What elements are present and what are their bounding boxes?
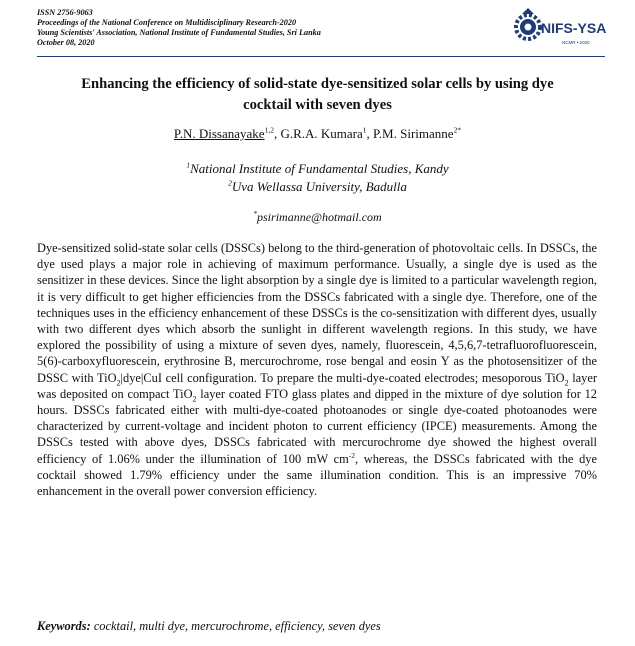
keywords-line [37,619,597,634]
header-divider [37,56,605,57]
corresponding-email [37,210,598,225]
keywords-list: cocktail, multi dye, mercurochrome, efficiency, seven dyes [93,619,381,633]
logo-name: NIFS-YSA [541,20,607,36]
author-name: P.N. Dissanayake [173,126,265,141]
date-line: October 08, 2020 [37,38,95,47]
proceedings-line: Proceedings of the National Conference on Multidisciplinary Research-2020 [37,18,297,27]
affiliation-mark: 1 [186,160,191,170]
subscript: 2 [564,378,569,388]
logo-tagline: NCMR • 2020 [562,40,590,45]
nifs-ysa-logo [512,6,608,48]
abstract-paragraph [37,240,597,499]
affiliation-text: Uva Wellassa University, Badulla [231,179,407,194]
author-affiliation-mark: 1,2 [264,125,274,135]
author-affiliation-mark: 1 [362,125,367,135]
affiliation-item [37,160,598,178]
affiliation-text: National Institute of Fundamental Studies, Kandy [190,161,449,176]
author-separator: , [366,126,374,141]
abstract-text: , whereas, the DSSCs fabricated with the dye cocktail showed 1.79% efficiency under the same illumination condition. This is an impressive 70% enhancement in the overall power conversion efficiency. [37,451,597,499]
abstract-text: |dye|CuI cell configuration. To prepare the multi-dye-coated electrodes; mesoporous TiO [120,370,565,385]
author-affiliation-mark: 2* [453,125,462,135]
abstract-text: layer was deposited on compact TiO [37,370,597,401]
title-line-1: Enhancing the efficiency of solid-state dye-sensitized solar cells by using dye [81,76,554,92]
corresponding-mark: * [253,209,258,218]
email-address[interactable]: psirimanne@hotmail.com [257,210,382,224]
subscript: 2 [192,394,197,404]
keywords-label: Keywords: [37,619,91,633]
issn-line: ISSN 2756-9063 [37,8,93,17]
affiliation-item [37,178,598,196]
subscript: 2 [116,378,121,388]
affiliation-list [37,160,598,196]
paper-title [37,74,598,116]
abstract-text: Dye-sensitized solid-state solar cells (DSSCs) belong to the third-generation of photovoltaic cells. In DSSCs, the dye used plays a major role in achieving of maximum performance. Usually, a single dye is used as the sensitizer in these devices. Since the light absorption by a single dye is limited to a particular wavelength region, it is very difficult to get higher efficiencies from the DSSCs fabricated with a single dye. Therefore, one of the techniques uses in the efficiency enhancement of these DSSCs is the co-sensitization with different dyes, usually with two different dyes which absorb the sunlight in different wavelength regions. In this study, we have explored the possibility of using a mixture of seven dyes, namely, fluorescein, 4,5,6,7-tetrafluorofluorescein, 5(6)-carboxyfluorescein, erythrosine B, mercurochrome, rose bengal and eosin Y as the photosensitizer of the DSSC with TiO [37,241,597,385]
gear-emblem-icon [516,8,540,39]
abstract-text: layer coated FTO glass plates and dipped in the mixture of dye solution for 12 hours. DSSCs fabricated either with multi-dye-coated photoanodes or single dye-coated photoanodes were characterized by current-voltage and incident photon to current efficiency (IPCE) measurements. Among the DSSCs tested with above dyes, DSSCs fabricated with mercurochrome dye showed the highest overall efficiency of 1.06% under the illumination of 100 mW cm [37,386,597,466]
author-name: G.R.A. Kumara [280,126,363,141]
title-line-2: cocktail with seven dyes [243,97,392,113]
author-list [37,126,598,142]
author-separator: , [273,126,281,141]
organizer-line: Young Scientists' Association, National Institute of Fundamental Studies, Sri Lanka [37,28,321,37]
affiliation-mark: 2 [228,178,232,188]
proceedings-header [37,8,321,48]
superscript: -2 [348,450,355,460]
author-name: P.M. Sirimanne [373,126,454,141]
